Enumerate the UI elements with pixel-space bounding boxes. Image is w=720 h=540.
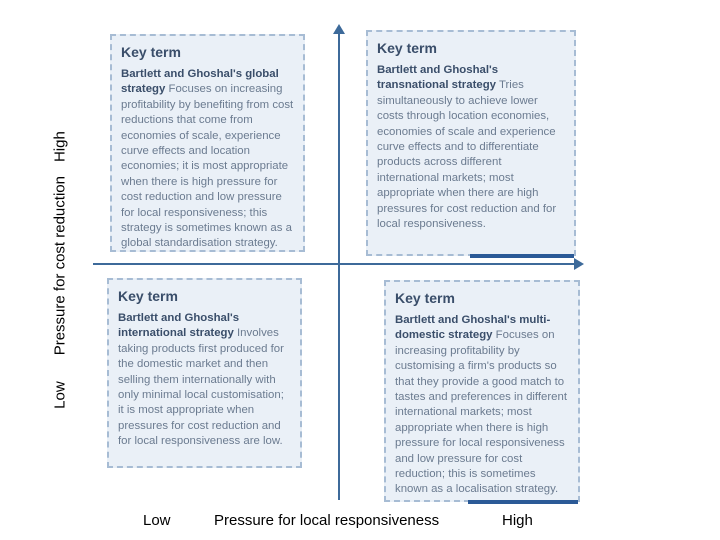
x-axis-low-label: Low	[143, 512, 171, 529]
transnational-strategy-card	[366, 30, 576, 256]
y-axis-title: Pressure for cost reduction	[51, 176, 69, 356]
key-term-heading: Key term	[121, 44, 181, 60]
term-definition: Tries simultaneously to achieve lower costs through location economies, economies of scale and experience curve effects and to differentiate products across different international markets; most appropriate when there are high pressures for cost reduction and for local responsiveness.	[377, 79, 557, 231]
accent-bar	[468, 500, 578, 504]
international-strategy-card	[107, 278, 302, 468]
term-definition: Involves taking products first produced for the domestic market and then selling them internationally with only minimal local customisation; it is most appropriate when pressures for cost reduction and for local responsiveness are low.	[118, 327, 284, 448]
x-axis-high-label: High	[502, 512, 533, 529]
accent-bar	[470, 254, 574, 258]
term-definition: Focuses on increasing profitability by benefiting from cost reductions that come from economies of scale, experience curve effects and location economies; it is most appropriate when there is high pressure for cost reduction and low pressure for local responsiveness; this strategy is sometimes known as a global standardisation strategy.	[121, 83, 294, 250]
key-term-heading: Key term	[377, 40, 437, 56]
card-body	[395, 313, 570, 498]
horizontal-axis	[93, 263, 575, 265]
vertical-axis	[338, 32, 340, 500]
global-strategy-card	[110, 34, 305, 252]
card-body	[377, 63, 566, 232]
term-name: Bartlett and Ghoshal's multi-domestic strategy	[395, 314, 551, 342]
card-body	[121, 67, 295, 252]
term-name: Bartlett and Ghoshal's transnational strategy	[377, 64, 499, 92]
y-axis-label	[52, 131, 69, 409]
vertical-axis-arrow	[333, 24, 345, 34]
x-axis-title: Pressure for local responsiveness	[214, 512, 440, 529]
horizontal-axis-arrow	[574, 258, 584, 270]
y-axis-low-label: Low	[51, 381, 69, 409]
key-term-heading: Key term	[395, 290, 455, 306]
term-name: Bartlett and Ghoshal's global strategy	[121, 68, 279, 96]
multidomestic-strategy-card	[384, 280, 580, 502]
y-axis-high-label: High	[51, 131, 69, 163]
term-definition: Focuses on increasing profitability by customising a firm's products so that they provide a good match to tastes and preferences in different international markets; most appropriate when there is high pressure for local responsiveness and low pressure for cost reduction; this is sometimes known as a localisation strategy.	[395, 329, 568, 496]
term-name: Bartlett and Ghoshal's international strategy	[118, 312, 240, 340]
card-body	[118, 311, 292, 450]
key-term-heading: Key term	[118, 288, 178, 304]
